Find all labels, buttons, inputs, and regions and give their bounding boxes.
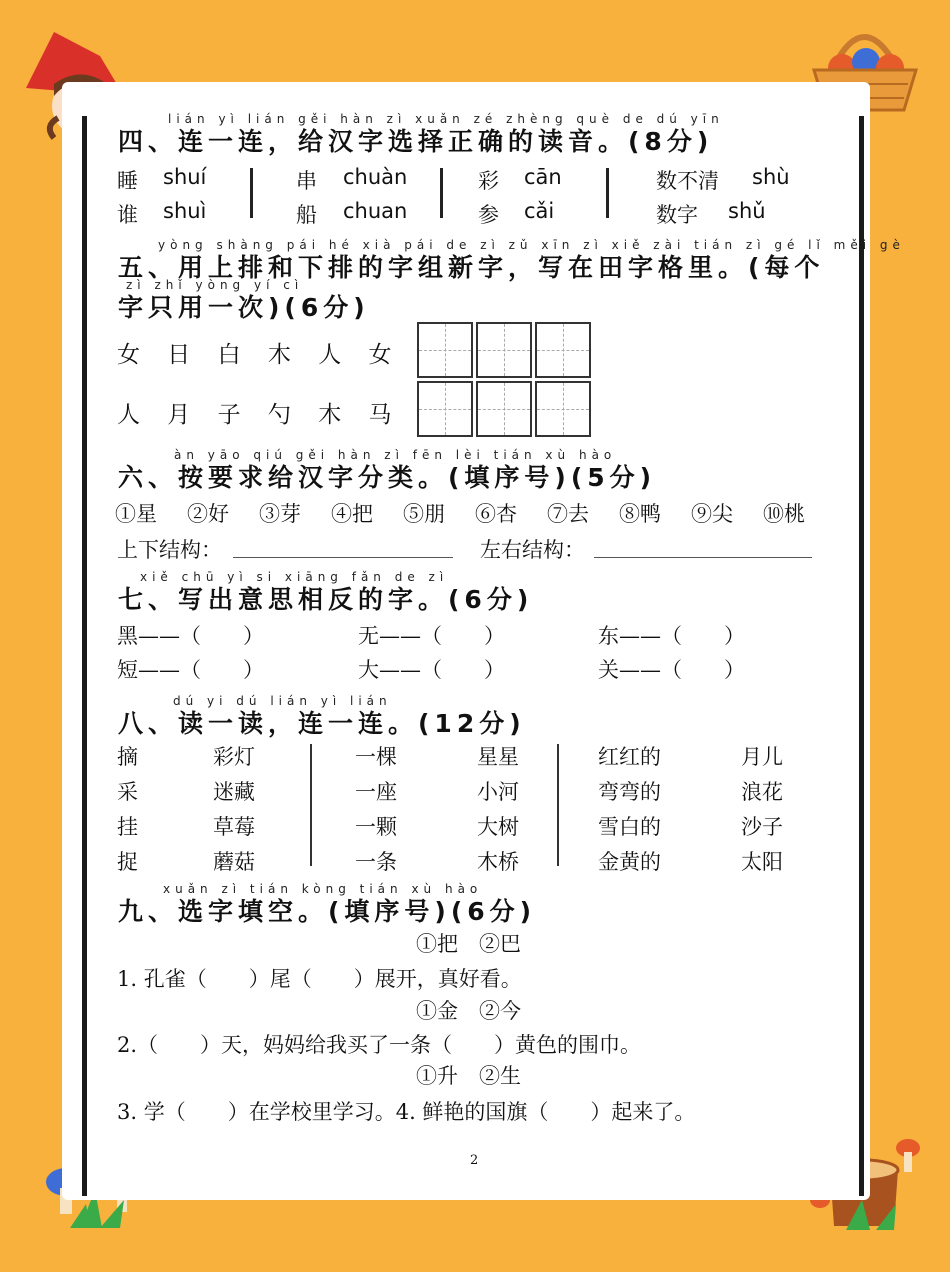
q8-word: 小河 <box>477 780 519 804</box>
q8-word: 一颗 <box>355 815 397 839</box>
q8-word: 木桥 <box>477 850 519 874</box>
q6-heading <box>118 448 657 494</box>
q7-title: 七、写出意思相反的字。(6分) <box>118 585 534 614</box>
tian-cell[interactable] <box>417 322 473 378</box>
q4-word: 数不清 <box>656 169 719 193</box>
q4-char: 船 <box>296 203 317 227</box>
q4-pinyin-option: chuàn <box>343 165 408 189</box>
q6-item: ⑥杏 <box>475 502 517 526</box>
q5-heading-line2 <box>118 278 370 324</box>
q5-title-line1: 五、用上排和下排的字组新字，写在田字格里。(每个 <box>118 253 825 282</box>
q8-word: 红红的 <box>598 745 661 769</box>
q6-item: ①星 <box>115 502 157 526</box>
tian-cell[interactable] <box>476 322 532 378</box>
tian-cell[interactable] <box>417 381 473 437</box>
tian-cell[interactable] <box>535 322 591 378</box>
q5-pinyin-line1: yòng shàng pái hé xià pái de zì zǔ xīn zì xiě zài tián zì gé lǐ měi gè <box>158 238 905 252</box>
q8-word: 星星 <box>477 745 519 769</box>
q4-char: 睡 <box>117 169 138 193</box>
q6-updown-label: 上下结构： <box>117 538 222 562</box>
q6-item: ②好 <box>187 502 229 526</box>
q4-pinyin: lián yì lián gěi hàn zì xuǎn zé zhèng què de dú yīn <box>168 112 724 126</box>
q8-word: 迷藏 <box>213 780 255 804</box>
tian-cell[interactable] <box>476 381 532 437</box>
q9-options-1: ①把 ②巴 <box>416 932 521 956</box>
q8-word: 浪花 <box>741 780 783 804</box>
q9-options-2: ①金 ②今 <box>416 999 521 1023</box>
q4-word: 数字 <box>656 203 698 227</box>
q4-char: 谁 <box>117 203 138 227</box>
q7-antonym: 黑——（ ） <box>117 624 264 648</box>
q8-word: 彩灯 <box>213 745 255 769</box>
q8-word: 太阳 <box>741 850 783 874</box>
q9-sentence-2: 2.（ ）天，妈妈给我买了一条（ ）黄色的围巾。 <box>117 1033 642 1057</box>
q6-leftright-answer-line[interactable] <box>594 556 812 558</box>
q8-word: 一条 <box>355 850 397 874</box>
q4-separator <box>606 168 609 218</box>
q4-pinyin-option: shuì <box>163 199 207 223</box>
q4-pinyin-option: shǔ <box>728 199 766 223</box>
q9-heading <box>118 882 537 928</box>
q8-separator <box>557 744 559 866</box>
q7-antonym: 东——（ ） <box>598 624 745 648</box>
q7-antonym: 关——（ ） <box>598 658 745 682</box>
q6-item: ⑩桃 <box>763 502 805 526</box>
q4-char: 串 <box>296 169 317 193</box>
q4-char: 彩 <box>478 169 499 193</box>
q6-title: 六、按要求给汉字分类。(填序号)(5分) <box>118 463 657 492</box>
q8-word: 一棵 <box>355 745 397 769</box>
q8-word: 草莓 <box>213 815 255 839</box>
q4-heading <box>118 112 724 158</box>
q4-char: 参 <box>478 203 499 227</box>
q6-leftright-label: 左右结构： <box>480 538 585 562</box>
q6-item: ③芽 <box>259 502 301 526</box>
q6-pinyin: àn yāo qiú gěi hàn zì fēn lèi tián xù hào <box>174 448 617 462</box>
q6-item: ④把 <box>331 502 373 526</box>
q7-antonym: 无——（ ） <box>358 624 505 648</box>
q8-word: 月儿 <box>741 745 783 769</box>
q8-word: 金黄的 <box>598 850 661 874</box>
q9-sentence-3: 3. 学（ ）在学校里学习。4. 鲜艳的国旗（ ）起来了。 <box>117 1100 696 1124</box>
page-number: 2 <box>470 1153 479 1168</box>
q9-title: 九、选字填空。(填序号)(6分) <box>118 897 537 926</box>
q6-item: ⑧鸭 <box>619 502 661 526</box>
q7-heading <box>118 570 534 616</box>
q9-pinyin: xuǎn zì tián kòng tián xù hào <box>163 882 483 896</box>
q5-bottom-row: 人 月 子 勺 木 马 <box>117 402 402 428</box>
q4-pinyin-option: shù <box>752 165 790 189</box>
q7-pinyin: xiě chū yì si xiāng fǎn de zì <box>140 570 449 584</box>
q8-word: 大树 <box>477 815 519 839</box>
q9-options-3: ①升 ②生 <box>416 1064 521 1088</box>
q8-separator <box>310 744 312 866</box>
q8-word: 一座 <box>355 780 397 804</box>
q8-word: 弯弯的 <box>598 780 661 804</box>
q6-item: ⑦去 <box>547 502 589 526</box>
q8-word: 蘑菇 <box>213 850 255 874</box>
q4-title: 四、连一连，给汉字选择正确的读音。(8分) <box>118 127 714 156</box>
q8-heading <box>118 694 526 740</box>
q6-item: ⑨尖 <box>691 502 733 526</box>
q5-pinyin-line2: zì zhǐ yòng yí cì <box>126 278 304 292</box>
q5-top-row: 女 日 白 木 人 女 <box>117 342 402 368</box>
q5-title-line2: 字只用一次)(6分) <box>118 293 370 322</box>
q7-antonym: 短——（ ） <box>117 658 264 682</box>
q8-word: 采 <box>117 780 138 804</box>
q8-word: 沙子 <box>741 815 783 839</box>
q4-separator <box>440 168 443 218</box>
q8-pinyin: dú yi dú lián yì lián <box>173 694 392 708</box>
q8-word: 雪白的 <box>598 815 661 839</box>
q4-pinyin-option: cān <box>524 165 562 189</box>
q4-separator <box>250 168 253 218</box>
q8-word: 挂 <box>117 815 138 839</box>
q6-item: ⑤朋 <box>403 502 445 526</box>
q9-sentence-1: 1. 孔雀（ ）尾（ ）展开，真好看。 <box>117 967 522 991</box>
q8-title: 八、读一读，连一连。(12分) <box>118 709 526 738</box>
q8-word: 捉 <box>117 850 138 874</box>
q7-antonym: 大——（ ） <box>358 658 505 682</box>
q6-updown-answer-line[interactable] <box>233 556 453 558</box>
q4-pinyin-option: chuan <box>343 199 408 223</box>
tian-cell[interactable] <box>535 381 591 437</box>
q8-word: 摘 <box>117 745 138 769</box>
q4-pinyin-option: shuí <box>163 165 207 189</box>
q4-pinyin-option: cǎi <box>524 199 555 223</box>
